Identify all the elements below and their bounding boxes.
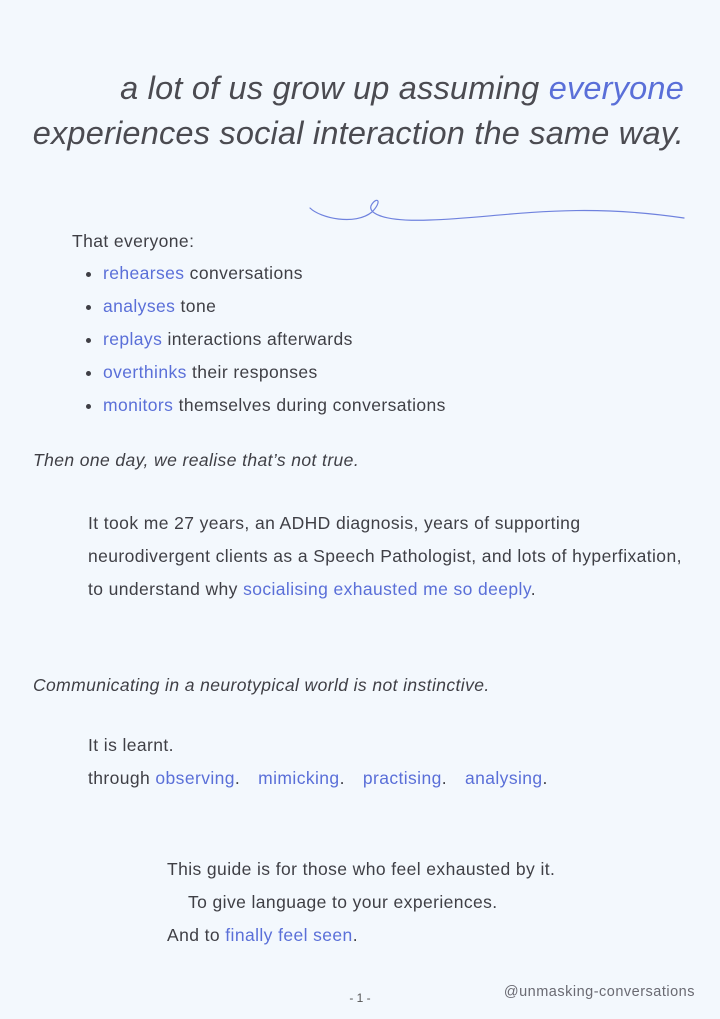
list-item-text: tone bbox=[175, 296, 217, 316]
realise-statement: Then one day, we realise that’s not true. bbox=[33, 450, 360, 470]
guide-line-3: And to finally feel seen. bbox=[167, 925, 358, 945]
guide-line-1: This guide is for those who feel exhausted by it. bbox=[167, 859, 556, 879]
list-item bbox=[103, 323, 446, 356]
page-number: - 1 - bbox=[349, 991, 371, 1005]
story-highlight: socialising exhausted me so deeply bbox=[243, 579, 531, 599]
list-item-highlight: rehearses bbox=[103, 263, 185, 283]
verbs-line: through observing. mimicking. practising. analysing. bbox=[88, 768, 548, 788]
list-item-highlight: monitors bbox=[103, 395, 174, 415]
title-part1: a lot of us grow up assuming bbox=[120, 70, 549, 106]
learnt-line: It is learnt. bbox=[88, 735, 174, 755]
decorative-swirl-icon bbox=[300, 196, 690, 232]
list-item-text: themselves during conversations bbox=[173, 395, 446, 415]
guide-section bbox=[167, 853, 555, 952]
list-item-highlight: overthinks bbox=[103, 362, 187, 382]
list-item-text: interactions afterwards bbox=[162, 329, 353, 349]
page-title bbox=[18, 66, 684, 156]
list-item-highlight: replays bbox=[103, 329, 163, 349]
behaviour-list bbox=[72, 257, 446, 422]
guide-highlight: finally feel seen bbox=[225, 925, 353, 945]
story-text: It took me 27 years, an ADHD diagnosis, years of supporting neurodivergent clients as a Speech Pathologist, and lots of hyperfixation, to understand why bbox=[88, 513, 682, 599]
list-item bbox=[103, 257, 446, 290]
list-item-text: their responses bbox=[186, 362, 318, 382]
title-highlight: everyone bbox=[548, 70, 684, 106]
story-end: . bbox=[530, 579, 536, 599]
verb-mimicking: mimicking bbox=[258, 768, 340, 788]
social-handle: @unmasking-conversations bbox=[503, 984, 695, 1000]
verb-observing: observing bbox=[155, 768, 235, 788]
verb-practising: practising bbox=[362, 768, 442, 788]
guide-line-2: To give language to your experiences. bbox=[188, 892, 498, 912]
list-item bbox=[103, 290, 446, 323]
lead-text: That everyone: bbox=[72, 231, 195, 251]
title-part2: experiences social interaction the same way. bbox=[32, 115, 684, 151]
list-item bbox=[103, 389, 446, 422]
communicating-statement: Communicating in a neurotypical world is not instinctive. bbox=[33, 675, 490, 695]
list-item-text: conversations bbox=[184, 263, 303, 283]
list-item-highlight: analyses bbox=[103, 296, 176, 316]
verb-analysing: analysing bbox=[465, 768, 543, 788]
learnt-section bbox=[88, 729, 548, 795]
verbs-prefix: through bbox=[88, 768, 156, 788]
story-paragraph bbox=[88, 507, 698, 606]
list-item bbox=[103, 356, 446, 389]
